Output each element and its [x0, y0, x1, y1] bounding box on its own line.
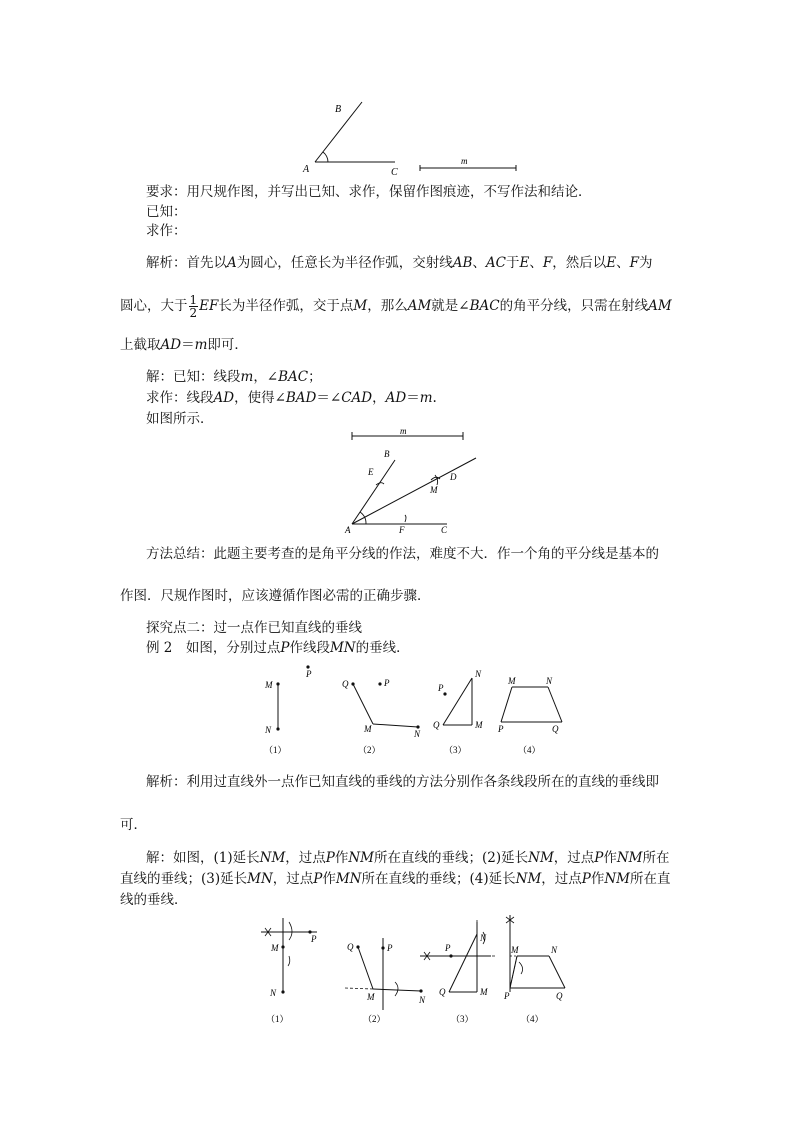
requirement-text: 要求：用尺规作图，并写出已知、求作，保留作图痕迹，不写作法和结论． — [146, 184, 592, 200]
solution2-line3: 线的垂线． — [120, 892, 188, 908]
solve-label: 求作： — [146, 223, 187, 239]
solution1-line3: 如图所示． — [146, 411, 214, 427]
svg-text:（2）: （2） — [363, 1014, 386, 1024]
svg-text:Q: Q — [433, 720, 440, 730]
analysis1-line2: 圆心，大于 $\frac{1}{2}$ EF长为半径作弧，交于点M，那么AM就是∠BAC的角平分线，只需在射线AM — [120, 293, 672, 320]
fraction-half: $\frac{1}{2}$ — [189, 293, 198, 320]
svg-text:P: P — [504, 991, 510, 1001]
svg-text:Q: Q — [439, 987, 446, 997]
solution2-line1: 解：如图，(1)延长NM，过点P作NM所在直线的垂线；(2)延长NM，过点P作NM所在 — [146, 850, 670, 866]
angle-bisector-figure — [340, 425, 490, 537]
svg-text:M: M — [508, 676, 516, 686]
method-summary-line1: 方法总结：此题主要考查的是角平分线的作法，难度不大．作一个角的平分线是基本的 — [146, 546, 659, 562]
label-c: C — [391, 167, 398, 178]
svg-text:E: E — [368, 467, 374, 477]
section2-heading: 探究点二：过一点作已知直线的垂线 — [146, 620, 362, 636]
svg-text:M: M — [430, 485, 438, 495]
label-a: A — [303, 164, 310, 175]
solution1-line1: 解：已知：线段m，∠BAC； — [146, 369, 322, 385]
svg-text:A: A — [345, 525, 351, 535]
label-b: B — [335, 104, 342, 115]
svg-text:M: M — [265, 680, 273, 690]
svg-text:M: M — [475, 720, 483, 730]
svg-text:N: N — [265, 725, 272, 735]
label-m: m — [461, 156, 468, 166]
svg-text:N: N — [475, 669, 482, 679]
svg-text:M: M — [367, 992, 375, 1002]
angle-bac-figure — [295, 98, 525, 178]
svg-text:（3）: （3） — [451, 1014, 474, 1024]
svg-text:（1）: （1） — [266, 1014, 289, 1024]
method-summary-line2: 作图．尺规作图时，应该遵循作图必需的正确步骤． — [120, 588, 431, 604]
svg-text:P: P — [445, 943, 451, 953]
svg-text:（4）: （4） — [518, 745, 541, 755]
svg-text:M: M — [480, 987, 488, 997]
svg-text:Q: Q — [347, 942, 354, 952]
svg-text:M: M — [511, 945, 519, 955]
solution1-line2: 求作：线段AD，使得∠BAD＝∠CAD，AD＝m. — [146, 390, 437, 406]
svg-text:N: N — [546, 676, 553, 686]
analysis1-line1: 解析：首先以A为圆心，任意长为半径作弧，交射线AB、AC于E、F，然后以E、F为 — [146, 255, 653, 271]
analysis2-line2: 可． — [120, 817, 147, 833]
svg-text:P: P — [498, 724, 504, 734]
svg-text:N: N — [551, 945, 558, 955]
svg-text:P: P — [384, 678, 390, 688]
svg-text:（1）: （1） — [264, 745, 287, 755]
svg-text:N: N — [414, 729, 421, 739]
perpendicular-solution-figure — [255, 910, 575, 1030]
svg-text:Q: Q — [556, 991, 563, 1001]
svg-text:Q: Q — [552, 724, 559, 734]
svg-text:C: C — [441, 525, 448, 535]
known-label: 已知： — [146, 204, 187, 220]
svg-text:F: F — [399, 525, 405, 535]
svg-text:D: D — [450, 472, 457, 482]
svg-text:Q: Q — [342, 679, 349, 689]
example2-text: 例 2 如图，分别过点P作线段MN的垂线． — [146, 640, 410, 656]
svg-text:P: P — [387, 943, 393, 953]
svg-text:P: P — [311, 934, 317, 944]
svg-text:m: m — [400, 426, 407, 436]
solution2-line2: 直线的垂线；(3)延长MN，过点P作MN所在直线的垂线；(4)延长NM，过点P作NM所在直 — [120, 871, 671, 887]
svg-text:N: N — [480, 933, 487, 943]
svg-text:（4）: （4） — [521, 1014, 544, 1024]
analysis2-line1: 解析：利用过直线外一点作已知直线的垂线的方法分别作各条线段所在的直线的垂线即 — [146, 774, 659, 790]
svg-text:M: M — [364, 724, 372, 734]
svg-text:M: M — [271, 943, 279, 953]
svg-text:（3）: （3） — [444, 745, 467, 755]
svg-text:B: B — [384, 449, 390, 459]
svg-text:P: P — [306, 669, 312, 679]
svg-text:（2）: （2） — [358, 745, 381, 755]
analysis1-line3: 上截取AD＝m即可． — [120, 337, 248, 353]
svg-text:N: N — [270, 988, 277, 998]
perpendicular-problem-figure — [258, 660, 578, 758]
svg-text:P: P — [438, 683, 444, 693]
svg-text:N: N — [419, 995, 426, 1005]
